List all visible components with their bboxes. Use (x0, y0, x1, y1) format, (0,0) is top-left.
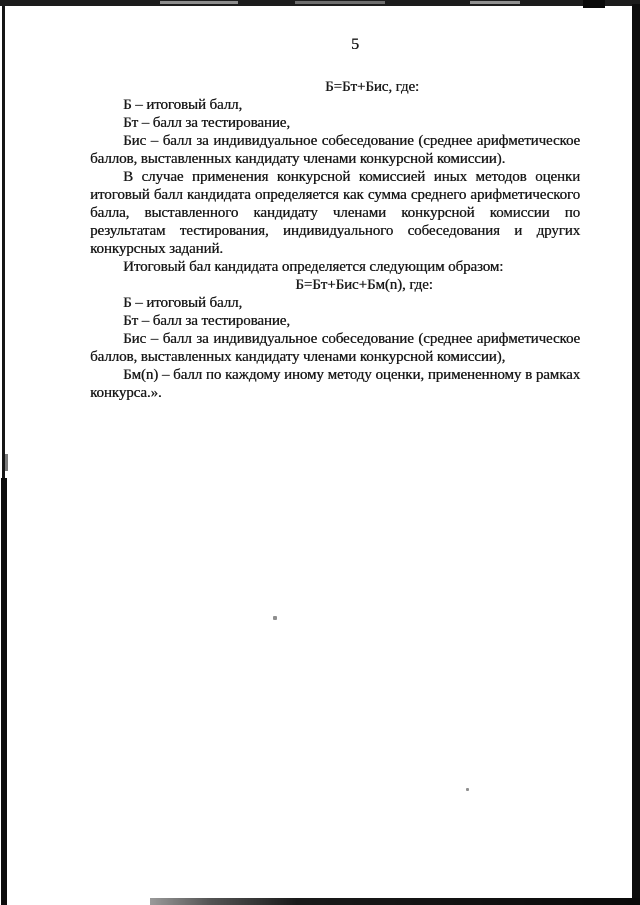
page-number: 5 (351, 36, 359, 53)
body-paragraph: В случае применения конкурсной комиссией иных методов оценки итоговый балл кандидата определяется как сумма среднего арифметического балла, выставленного кандидату членами конкурсной комиссии по результатам тестирования, индивидуального собеседования и других конкурсных заданий. (90, 169, 580, 257)
scan-edge-top-blob (583, 0, 605, 8)
scan-edge-left-gray-tick (5, 454, 8, 471)
scan-edge-left-thin (2, 6, 5, 478)
definition-line: Б – итоговый балл, (123, 295, 243, 311)
definition-line: Бт – балл за тестирование, (123, 115, 290, 131)
scan-edge-bottom (150, 898, 640, 905)
definition-line: Бис – балл за индивидуальное собеседование (среднее арифметическое баллов, выставленных кандидату членами конкурсной комиссии). (90, 133, 580, 167)
formula-line: Б=Бт+Бис, где: (325, 79, 419, 95)
document-body (90, 78, 580, 402)
definition-line: Б – итоговый балл, (123, 97, 243, 113)
body-paragraph: Итоговый бал кандидата определяется следующим образом: (123, 259, 504, 275)
scan-edge-right (632, 4, 640, 905)
definition-line: Бт – балл за тестирование, (123, 313, 290, 329)
scan-edge-top-gray-segment (160, 1, 238, 4)
scan-edge-left-thick (1, 478, 7, 905)
scan-speck (466, 788, 469, 791)
scan-edge-top-gray-segment (470, 1, 520, 4)
scan-speck (273, 616, 277, 620)
formula-line: Б=Бт+Бис+Бм(n), где: (295, 277, 433, 293)
scan-edge-top-gray-segment (295, 1, 385, 4)
definition-line: Бис – балл за индивидуальное собеседование (среднее арифметическое баллов, выставленных кандидату членами конкурсной комиссии), (90, 331, 580, 365)
definition-line: Бм(n) – балл по каждому иному методу оценки, примененному в рамках конкурса.». (90, 367, 580, 401)
